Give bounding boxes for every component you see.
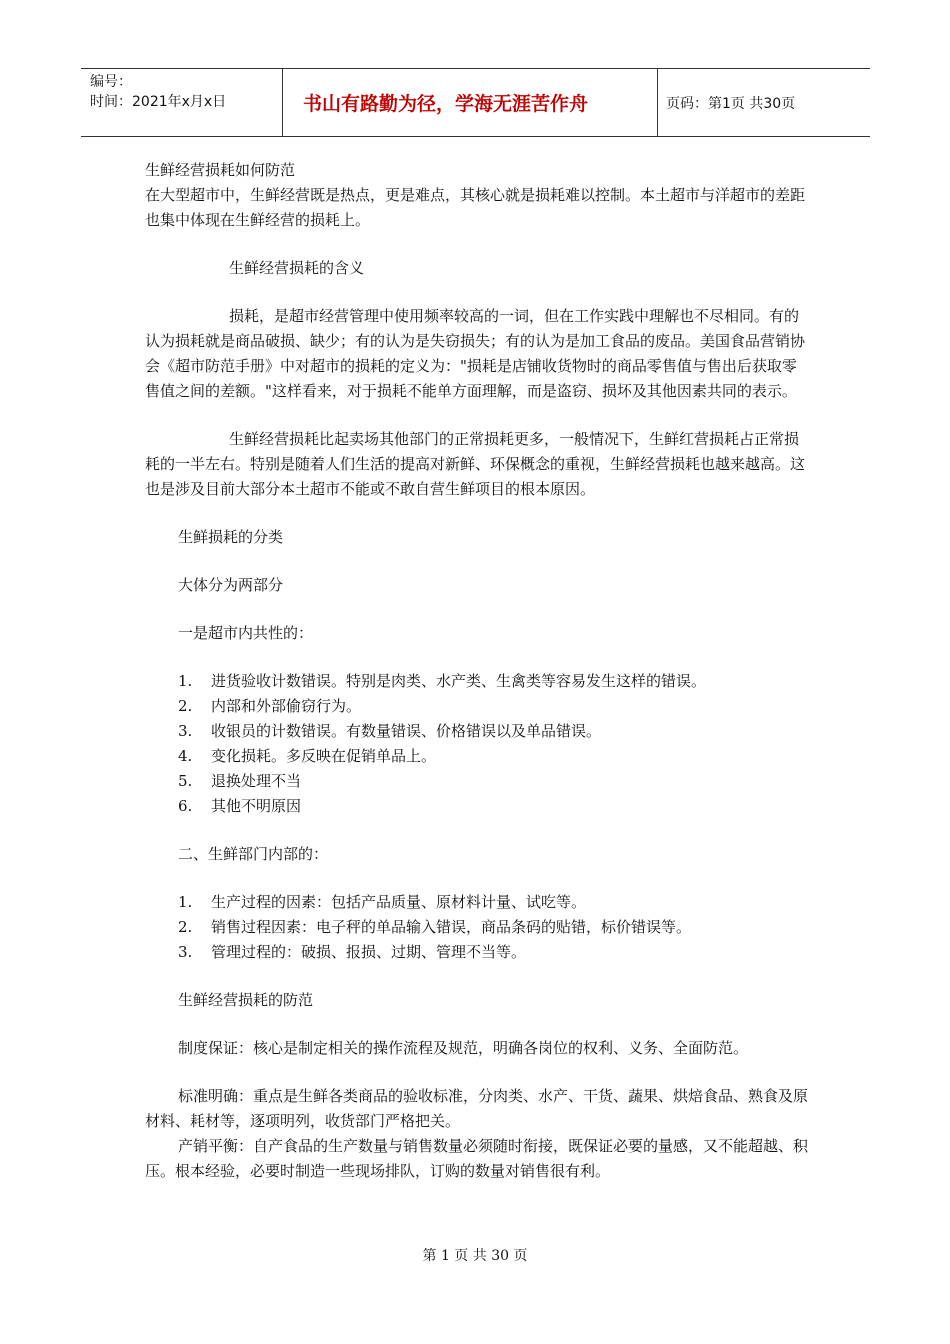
document-body [145,158,809,1184]
part1-heading: 一是超市内共性的： [178,624,314,642]
header-meta-cell [81,69,283,136]
list-item: 3. 收银员的计数错误。有数量错误、价格错误以及单品错误。 [178,722,602,740]
page-header [81,68,870,137]
header-time-label: 时间：2021年x月x日 [90,94,227,110]
header-number-label: 编号： [90,74,132,90]
list-item: 3. 管理过程的：破损、报损、过期、管理不当等。 [178,943,527,961]
doc-title: 生鲜经营损耗如何防范 [145,161,296,179]
intro-paragraph: 在大型超市中，生鲜经营既是热点，更是难点，其核心就是损耗难以控制。本土超市与洋超市的差距也集中体现在生鲜经营的损耗上。 [145,186,806,229]
section-heading-meaning: 生鲜经营损耗的含义 [229,259,365,277]
part2-heading: 二、生鲜部门内部的： [178,845,329,863]
part2-list [145,890,809,965]
list-item: 5. 退换处理不当 [178,772,302,790]
classification-subheading: 大体分为两部分 [178,576,284,594]
paragraph-definition: 损耗，是超市经营管理中使用频率较高的一词，但在工作实践中理解也不尽相同。有的认为损耗就是商品破损、缺少；有的认为是失窃损失；有的认为是加工食品的废品。美国食品营销协会《超市防范手册》中对超市的损耗的定义为："损耗是店铺收货物时的商品零售值与售出后获取零售值之间的差额。"这样看来，对于损耗不能单方面理解，而是盗窃、损坏及其他因素共同的表示。 [145,307,806,400]
list-item: 1. 进货验收计数错误。特别是肉类、水产类、生禽类等容易发生这样的错误。 [178,672,707,690]
paragraph-standard: 标准明确：重点是生鲜各类商品的验收标准，分肉类、水产、干货、蔬果、烘焙食品、熟食及原材料、耗材等，逐项明列，收货部门严格把关。 [145,1087,809,1130]
header-motto: 书山有路勤为径，学海无涯苦作舟 [283,69,658,136]
list-item: 2. 内部和外部偷窃行为。 [178,697,362,715]
list-item: 4. 变化损耗。多反映在促销单品上。 [178,747,437,765]
paragraph-fresh-loss: 生鲜经营损耗比起卖场其他部门的正常损耗更多，一般情况下，生鲜红营损耗占正常损耗的一半左右。特别是随着人们生活的提高对新鲜、环保概念的重视，生鲜经营损耗也越来越高。这也是涉及目前大部分本土超市不能或不敢自营生鲜项目的根本原因。 [145,430,806,498]
part1-list [145,669,809,819]
list-item: 2. 销售过程因素：电子秤的单品输入错误，商品条码的贴错，标价错误等。 [178,918,692,936]
paragraph-balance: 产销平衡：自产食品的生产数量与销售数量必须随时衔接，既保证必要的量感，又不能超越、积压。根本经验，必要时制造一些现场排队，订购的数量对销售很有利。 [145,1137,809,1180]
header-page-info: 页码：第1页 共30页 [666,95,796,112]
section-heading-prevention: 生鲜经营损耗的防范 [178,991,314,1009]
section-heading-classification: 生鲜损耗的分类 [178,528,284,546]
list-item: 6. 其他不明原因 [178,797,302,815]
list-item: 1. 生产过程的因素：包括产品质量、原材料计量、试吃等。 [178,893,587,911]
page-footer: 第 1 页 共 30 页 [422,1248,528,1264]
paragraph-system: 制度保证：核心是制定相关的操作流程及规范，明确各岗位的权利、义务、全面防范。 [178,1039,749,1057]
